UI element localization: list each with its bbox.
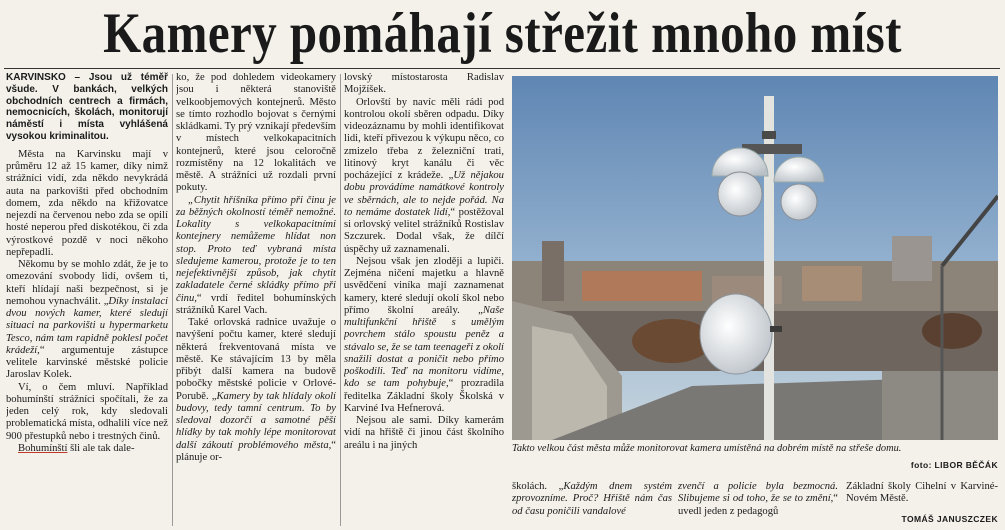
underlined-word: Bohumínští xyxy=(18,442,68,454)
headline-rule xyxy=(4,68,1000,69)
column-divider xyxy=(172,74,173,526)
photo-credit: foto: LIBOR BĚČÁK xyxy=(910,460,998,470)
rooftop-camera-photo xyxy=(512,76,998,440)
article-column-1 xyxy=(6,72,168,526)
paragraph: Bohumínští šli ale tak dale- xyxy=(18,442,135,454)
paragraph: Také orlovská radnice uvažuje o navýšení počtu kamer, které sledují některá frekventovaná místa ve městě. Ke stávajícím 13 by měla přibýt další kamera na budově pobočky městské policie v Orlové-Porubě. „Kamery by tak hlídaly okolí budovy, tedy tamní centrum. To by sledoval dozorčí a samotné pěší hlídky by tak mohly lépe monitorovat další zákoutí problémového města,“ plánuje or- xyxy=(176,317,336,463)
paragraph: ko, že pod dohledem videokamery jsou i některá stanoviště velkoobjemových kontejnerů. Město se tímto rozhodlo bojovat s černými skládkami. Ty prý vznikají především v místech velkokapacitních kontejnerů, které jsou celoročně rozmístěny na 12 lokalitách ve městě. A strážníci už rozdali první pokuty. xyxy=(176,72,336,194)
paragraph: Nejsou však jen zloději a lupiči. Zejména ničení majetku a hlavně usvědčení viníka mají zaznamenat kamery, které sledují okolí škol nebo přímo školní areály. „Naše multifunkční hřiště s umělým povrchem stálo spoustu peněz a stávalo se, že se tam teenageři z okolí snažili dostat a poničit nebo přímo poškodili. Teď na monitoru vidíme, kdo se tam pohybuje,“ prozradila ředitelka Základní školy Školská v Karviné Iva Hefnerová. xyxy=(344,255,504,414)
article-column-2 xyxy=(176,72,336,526)
paragraph: Nejsou ale sami. Díky kamerám vidí na hřiště či jinou část školního areálu i na jiných xyxy=(344,415,504,451)
paragraph: lovský místostarosta Radislav Mojžíšek. xyxy=(344,72,504,96)
headline: Kamery pomáhají střežit mnoho míst xyxy=(103,2,902,65)
column-divider xyxy=(340,74,341,526)
paragraph: Někomu by se mohlo zdát, že je to omezování svobody lidí, ovšem ti, kteří hlídají naši bezpečnost, si je nemohou vynachválit. „Díky instalaci dvou nových kamer, které sledují situaci na parkovišti u hypermarketu Tesco, nám tam rapidně poklesl počet krádeží,“ argumentuje zástupce velitele karvinské městské policie Jaroslav Kolek. xyxy=(6,259,168,381)
paragraph: Orlovští by navíc měli rádi pod kontrolou okolí sběren odpadu. Díky videozáznamu by mohli identifikovat lidi, kteří přivezou k výkupu něco, co zmizelo třeba z železniční trati, litinový kryt kanálu či věc pocházející z krádeže. „Už nějakou dobu provádíme namátkové kontroly ve sběrnách, ale to nejde pořád. Na to nemáme dostatek lidí,“ postěžoval si orlovský velitel strážníků Rostislav Szczurek. Dodal však, že dílčí úspěchy už zaznamenali. xyxy=(344,96,504,255)
article-column-5: zvenčí a policie byla bezmocná. Slibujeme si od toho, že se to změní,“ uvedl jeden z pedagogů xyxy=(678,481,838,517)
author-byline: TOMÁŠ JANUSZCZEK xyxy=(901,514,998,524)
paragraph: Města na Karvinsku mají v průměru 12 až 15 kamer, díky nimž strážníci vidí, zda někdo nevykrádá auta na parkovišti před obchodním domem, zda někdo na křižovatce nejezdí na červenou nebo zda se opilí hosté neperou před diskotékou, či zda výrostkové pozdě v noci někoho nepřepadli. xyxy=(6,148,168,258)
article-column-4: školách. „Každým dnem systém zprovozníme. Proč? Hřiště nám čas od času poničili vandalové xyxy=(512,481,672,517)
lead-text: Jsou už téměř všude. V bankách, velkých obchodních centrech a firmách, nemocnicích, školách, monitorují náměstí i místa vyhlášená vysokou kriminalitou. xyxy=(6,72,168,142)
photo-illustration xyxy=(512,76,998,440)
photo-caption: Takto velkou část města může monitorovat kamera umístěná na dobrém místě na střeše domu. xyxy=(512,443,902,454)
paragraph: Ví, o čem mluví. Například bohumínští strážníci spočítali, že za jeden celý rok, kdy sledovali problematická místa, odhalili více než 900 přestupků nebo i trestných činů. xyxy=(6,381,168,442)
paragraph: „Chytit hříšníka přímo při činu je za běžných okolností téměř nemožné. Lokality s velkokapacitními kontejnery nemůžeme hlídat non stop. Proto teď vybraná místa sledujeme kamerou, protože je to ten nejefektivnější způsob, jak chytit zakladatele černé skládky přímo při činu,“ vrdí ředitel bohumínských strážníků Karel Vach. xyxy=(176,194,336,316)
lead-place: KARVINSKO – xyxy=(6,72,81,83)
article-lead xyxy=(6,72,168,143)
article-column-6: Základní školy Cihelní v Karviné-Novém Městě. xyxy=(846,481,998,505)
